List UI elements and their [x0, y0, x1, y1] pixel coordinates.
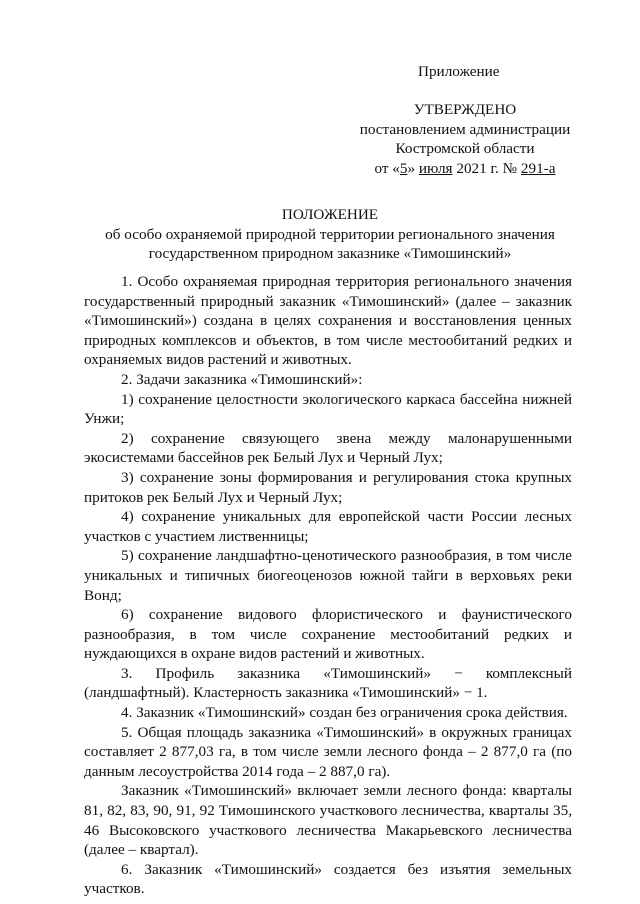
document-title-block: [90, 205, 570, 264]
date-year: 2021 г. №: [452, 159, 521, 177]
paragraph-task-5: 5) сохранение ландшафтно-ценотического разнообразия, в том числе уникальных и типичных биогеоценозов южной тайги в верховьях реки Вонд;: [84, 547, 572, 604]
document-subtitle-2: государственном природном заказнике «Тимошинский»: [148, 245, 512, 263]
document-subtitle-1: об особо охраняемой природной территории регионального значения: [105, 225, 555, 243]
document-title: ПОЛОЖЕНИЕ: [281, 206, 379, 223]
paragraph-5: 5. Общая площадь заказника «Тимошинский» в окружных границах составляет 2 877,03 га, в том числе земли лесного фонда – 2 877,0 га (по данным лесоустройства 2014 года – 2 887,0 га).: [84, 723, 572, 780]
paragraph-5-extra: Заказник «Тимошинский» включает земли лесного фонда: кварталы 81, 82, 83, 90, 91, 92 Тимошинского участкового лесничества, кварталы 35, 46 Высоковского участкового лесничества Макарьевского лесничества (далее – квартал).: [84, 782, 572, 859]
approved-heading: УТВЕРЖДЕНО: [413, 101, 517, 118]
approval-date-line: [340, 159, 590, 179]
paragraph-4: 4. Заказник «Тимошинский» создан без ограничения срока действия.: [121, 704, 568, 722]
paragraph-task-1: 1) сохранение целостности экологического каркаса бассейна нижней Унжи;: [84, 390, 572, 428]
paragraph-task-2: 2) сохранение связующего звена между малонарушенными экосистемами бассейнов рек Белый Лух и Черный Лух;: [84, 429, 572, 467]
paragraph-3: 3. Профиль заказника «Тимошинский» − комплексный (ландшафтный). Кластерность заказника «Тимошинский» − 1.: [84, 664, 572, 702]
paragraph-task-6: 6) сохранение видового флористического и фаунистического разнообразия, в том числе сохранение местообитаний редких и нуждающихся в охране видов растений и животных.: [84, 606, 572, 663]
paragraph-1: 1. Особо охраняемая природная территория регионального значения государственный природный заказник «Тимошинский» (далее – заказник «Тимошинский») создана в целях сохранения и восстановления ценных природных комплексов и объектов, в том числе местообитаний редких и охраняемых видов растений и животных.: [84, 273, 572, 369]
paragraph-task-3: 3) сохранение зоны формирования и регулирования стока крупных притоков рек Белый Лух и Черный Лух;: [84, 468, 572, 506]
date-mid: »: [407, 159, 419, 177]
document-body: [84, 272, 572, 899]
date-day: 5: [399, 159, 408, 177]
approval-line-1: постановлением администрации: [359, 120, 571, 138]
paragraph-2: 2. Задачи заказника «Тимошинский»:: [121, 370, 363, 388]
paragraph-6: 6. Заказник «Тимошинский» создается без изъятия земельных участков.: [84, 860, 572, 898]
appendix-label: Приложение: [418, 63, 500, 80]
paragraph-task-4: 4) сохранение уникальных для европейской части России лесных участков с участием лиственницы;: [84, 508, 572, 545]
date-prefix: от «: [374, 159, 400, 177]
date-number: 291-а: [520, 159, 556, 177]
approval-block: [340, 100, 590, 178]
date-month: июля: [418, 159, 453, 177]
approval-line-2: Костромской области: [395, 140, 535, 158]
